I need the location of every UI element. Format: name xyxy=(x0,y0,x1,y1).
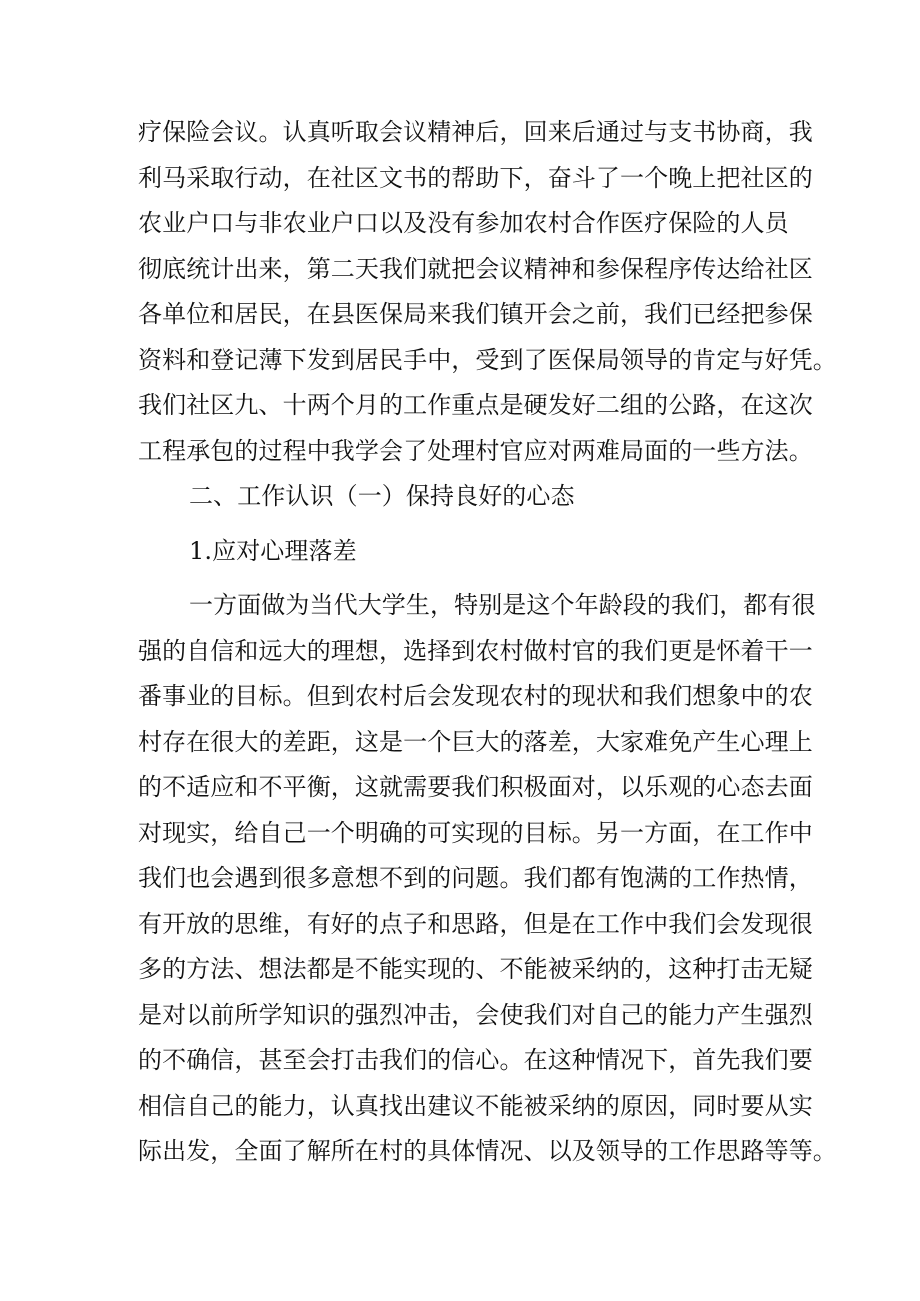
heading-work-understanding: 二、工作认识（一）保持良好的心态 xyxy=(189,482,575,510)
text-line: 有开放的思维，有好的点子和思路，但是在工作中我们会发现很 xyxy=(138,909,813,938)
text-line: 资料和登记薄下发到居民手中，受到了医保局领导的肯定与好凭。 xyxy=(138,345,837,374)
text-line: 际出发，全面了解所在村的具体情况、以及领导的工作思路等等。 xyxy=(138,1137,837,1165)
text-line: 我们社区九、十两个月的工作重点是硬发好二组的公路，在这次 xyxy=(138,391,813,419)
text-line: 我们也会遇到很多意想不到的问题。我们都有饱满的工作热情， xyxy=(138,864,813,892)
text-line: 是对以前所学知识的强烈冲击，会使我们对自己的能力产生强烈 xyxy=(138,1000,813,1029)
text-line: 彻底统计出来，第二天我们就把会议精神和参保程序传达给社区 xyxy=(138,254,813,283)
text-line: 村存在很大的差距，这是一个巨大的落差，大家难免产生心理上 xyxy=(138,727,813,756)
subsection-heading xyxy=(138,529,786,575)
text-line: 的不确信，甚至会打击我们的信心。在这种情况下，首先我们要 xyxy=(138,1046,813,1074)
text-line: 一方面做为当代大学生，特别是这个年龄段的我们，都有很 xyxy=(189,591,816,619)
paragraph-medical-insurance xyxy=(138,110,837,474)
text-line: 强的自信和远大的理想，选择到农村做村官的我们更是怀着干一 xyxy=(138,636,813,665)
document-page xyxy=(138,110,837,1175)
text-line: 各单位和居民，在县医保局来我们镇开会之前，我们已经把参保 xyxy=(138,300,813,328)
text-line: 番事业的目标。但到农村后会发现农村的现状和我们想象中的农 xyxy=(138,682,813,710)
text-line: 多的方法、想法都是不能实现的、不能被采纳的，这种打击无疑 xyxy=(138,955,813,983)
text-line: 疗保险会议。认真听取会议精神后，回来后通过与支书协商，我 xyxy=(138,118,813,146)
paragraph-psychological-gap xyxy=(138,583,837,1175)
heading-psychological-gap: 1.应对心理落差 xyxy=(189,536,357,565)
section-heading xyxy=(138,474,786,520)
text-line: 利马采取行动，在社区文书的帮助下，奋斗了一个晚上把社区的 xyxy=(138,163,813,192)
text-line: 对现实，给自己一个明确的可实现的目标。另一方面，在工作中 xyxy=(138,818,813,847)
text-line: 工程承包的过程中我学会了处理村官应对两难局面的一些方法。 xyxy=(138,436,813,465)
text-line: 相信自己的能力，认真找出建议不能被采纳的原因，同时要从实 xyxy=(138,1091,813,1120)
text-line: 的不适应和不平衡，这就需要我们积极面对，以乐观的心态去面 xyxy=(138,773,813,801)
text-line: 农业户口与非农业户口以及没有参加农村合作医疗保险的人员 xyxy=(138,209,789,237)
